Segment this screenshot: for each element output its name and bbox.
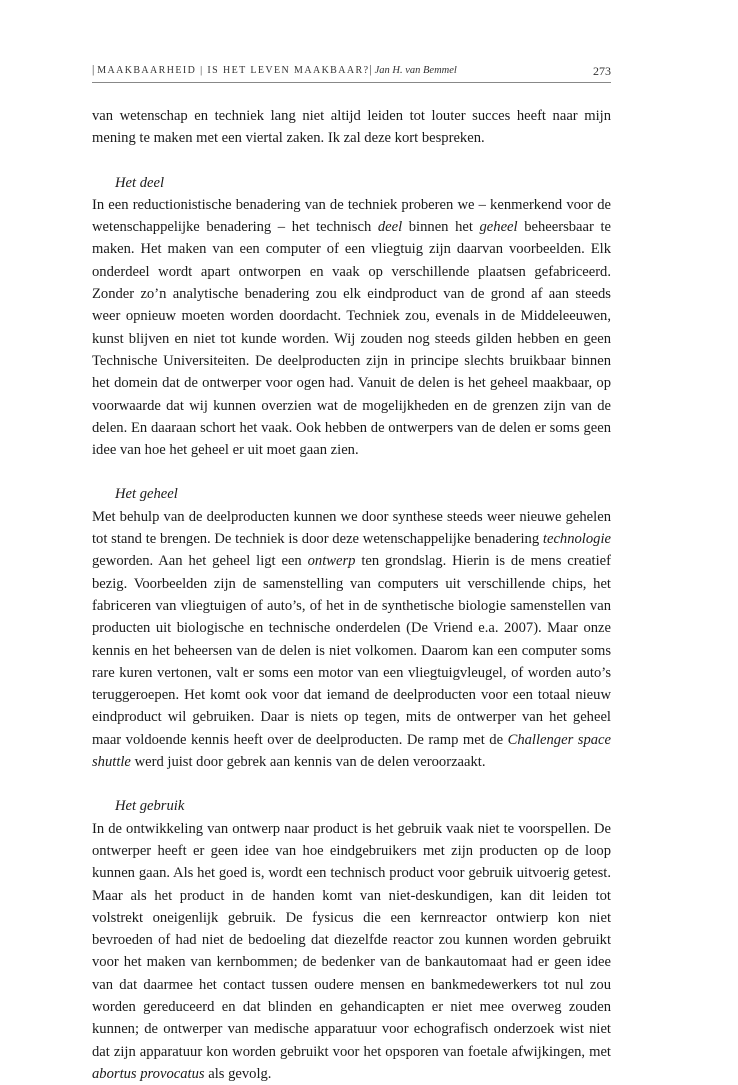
- page-number: 273: [593, 64, 611, 78]
- running-head: [92, 64, 457, 76]
- intro-paragraph: van wetenschap en techniek lang niet altijd leiden tot louter succes heeft naar mijn mening te maken met een viertal zaken. Ik zal deze kort bespreken.: [92, 108, 611, 147]
- emphasis: ontwerp: [307, 553, 356, 570]
- section-paragraph: [92, 818, 611, 1085]
- running-head-separator: |: [369, 64, 375, 76]
- text-run: binnen het: [402, 219, 480, 236]
- running-head-bar: |: [92, 64, 98, 76]
- section-heading: Het gebruik: [115, 798, 185, 815]
- text-run: In een reductionistische benadering van de techniek proberen we – kenmerkend voor de wetenschappelijke benadering – het technisch: [92, 196, 611, 236]
- emphasis: technologie: [542, 531, 611, 548]
- section-het-deel: [92, 172, 611, 462]
- running-head-author: Jan H. van Bemmel: [374, 65, 457, 76]
- text-run: als gevolg.: [204, 1065, 272, 1082]
- emphasis: geheel: [479, 219, 518, 236]
- text-run: werd juist door gebrek aan kennis van de delen veroorzaakt.: [130, 754, 486, 771]
- page-header: [92, 62, 611, 83]
- section-heading: Het geheel: [115, 486, 178, 503]
- emphasis: abortus provocatus: [92, 1065, 205, 1082]
- text-run: geworden. Aan het geheel ligt een: [92, 553, 308, 570]
- section-heading: Het deel: [115, 174, 165, 191]
- running-head-title: MAAKBAARHEID | IS HET LEVEN MAAKBAAR?: [97, 65, 370, 76]
- section-het-gebruik: [92, 795, 611, 1085]
- emphasis: Challenger space shuttle: [92, 731, 612, 771]
- text-run: ten grondslag. Hierin is de mens creatief bezig. Voorbeelden zijn de samenstelling van computers uit verschillende chips, het fabriceren van vliegtuigen of auto’s, of het in de synthetische biologie samenstellen van producten uit biologische en technische onderdelen (De Vriend e.a. 2007). Maar onze kennis en het beheersen van de delen is niet volkomen. Daarom kan een computer soms rare kuren vertonen, valt er soms een motor van een vliegtuigvleugel, of worden auto’s teruggeroepen. Het komt ook voor dat iemand de deelproducten voor een totaal nieuw eindproduct wil gebruiken. Daar is niets op tegen, mits de ontwerper van het geheel maar voldoende kennis heeft over de deelproducten. De ramp met de: [92, 553, 611, 748]
- section-paragraph: [92, 194, 611, 462]
- text-run: Met behulp van de deelproducten kunnen we door synthese steeds weer nieuwe gehelen tot stand te brengen. De techniek is door deze wetenschappelijke benadering: [92, 508, 611, 548]
- text-run: In de ontwikkeling van ontwerp naar product is het gebruik vaak niet te voorspellen. De ontwerper heeft er geen idee van hoe eindgebruikers met zijn producten op de loop kunnen gaan. Als het goed is, wordt een technisch product voor gebruik uitvoerig getest. Maar als het product in de handen komt van niet-deskundigen, kan dit leiden tot volstrekt oneigenlijk gebruik. De fysicus die een kernreactor ontwierp kon niet bevroeden of had niet de bedoeling dat diezelfde reactor zou kunnen worden gebruikt voor het maken van kernbommen; de bedenker van de bankautomaat had er geen idee van dat daarmee het contact tussen oudere mensen en bankmedewerkers tot nul zou worden gereduceerd en dat blinden en gehandicapten er niet mee overweg zouden kunnen; de ontwerper van medische apparatuur voor echografisch onderzoek wist niet dat zijn apparatuur kon worden gebruikt voor het opsporen van foetale afwijkingen, met: [92, 820, 611, 1060]
- text-run: beheersbaar te maken. Het maken van een computer of een vliegtuig zijn daarvan voorbeelden. Elk onderdeel wordt apart ontworpen en vaak op verschillende plaatsen gefabriceerd. Zonder zo’n analytische benadering zou elk eindproduct van de grond af aan steeds weer opnieuw moeten worden doordacht. Techniek zou, evenals in de Middeleeuwen, kunst blijven en niet tot kunde worden. Wij zouden nog steeds gilden hebben en geen Technische Universiteiten. De deelproducten zijn in principe slechts bruikbaar binnen het domein dat de ontwerper voor ogen had. Vanuit de delen is het geheel maakbaar, op voorwaarde dat wij kunnen overzien wat de mogelijkheden en de grenzen zijn van de delen. En daaraan schort het vaak. Ook hebben de ontwerpers van de delen er soms geen idee van hoe het geheel er uit moet gaan zien.: [92, 219, 611, 459]
- section-paragraph: [92, 506, 611, 774]
- body-text: [92, 105, 611, 1085]
- emphasis: deel: [377, 219, 403, 236]
- section-het-geheel: [92, 483, 611, 773]
